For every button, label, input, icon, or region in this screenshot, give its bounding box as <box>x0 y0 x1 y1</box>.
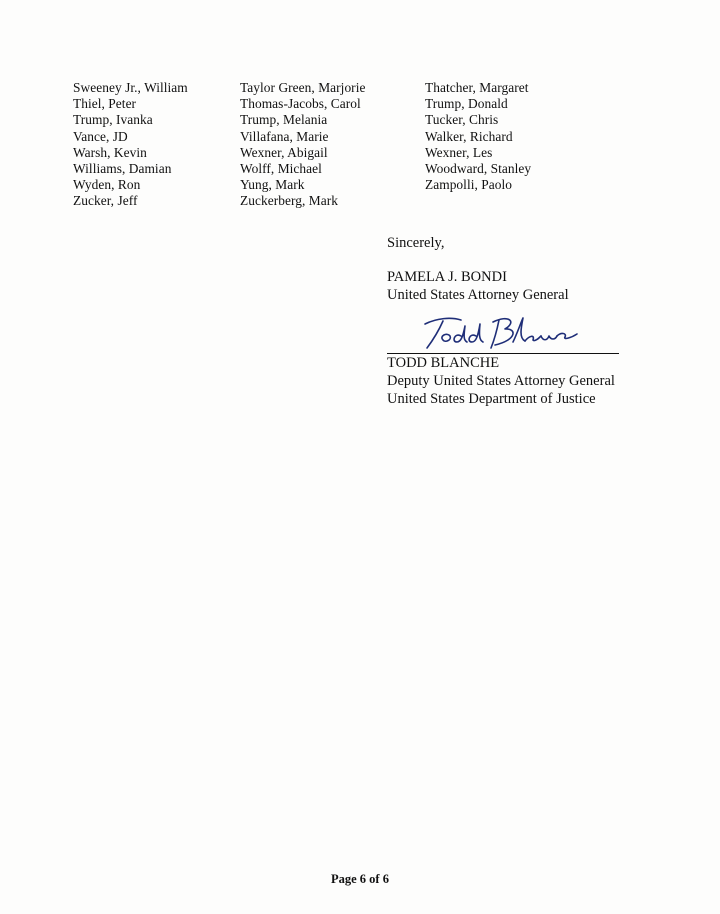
name-entry: Wexner, Les <box>425 144 493 160</box>
name-entry: Trump, Ivanka <box>73 112 153 128</box>
signer-1-name: PAMELA J. BONDI <box>387 269 507 285</box>
name-entry: Sweeney Jr., William <box>73 80 188 95</box>
name-entry: Woodward, Stanley <box>425 161 532 177</box>
signer-1-title: United States Attorney General <box>387 287 569 303</box>
name-entry: Thatcher, Margaret <box>425 80 529 95</box>
name-entry: Trump, Donald <box>425 96 508 112</box>
name-entry: Warsh, Kevin <box>73 144 147 160</box>
handwritten-signature <box>413 312 583 352</box>
closing-salutation: Sincerely, <box>387 235 445 251</box>
name-entry: Taylor Green, Marjorie <box>240 80 366 95</box>
signature-block <box>387 234 687 408</box>
name-entry: Vance, JD <box>73 128 128 144</box>
signature-area <box>387 312 619 354</box>
name-entry: Wyden, Ron <box>73 177 141 193</box>
name-entry: Trump, Melania <box>240 112 328 128</box>
name-entry: Tucker, Chris <box>425 112 499 128</box>
name-entry: Wolff, Michael <box>240 161 322 177</box>
signature-line <box>387 353 619 354</box>
name-entry: Thomas-Jacobs, Carol <box>240 96 361 112</box>
signer-2-name: TODD BLANCHE <box>387 355 500 371</box>
names-column-2 <box>240 80 365 210</box>
names-column-3 <box>425 80 531 193</box>
name-entry: Zucker, Jeff <box>73 193 138 209</box>
name-entry: Thiel, Peter <box>73 96 137 112</box>
name-entry: Zuckerberg, Mark <box>240 193 338 209</box>
page-number: Page 6 of 6 <box>331 872 389 886</box>
names-column-1 <box>73 80 188 210</box>
name-entry: Yung, Mark <box>240 177 305 193</box>
name-entry: Zampolli, Paolo <box>425 177 513 193</box>
name-entry: Williams, Damian <box>73 161 172 177</box>
name-entry: Wexner, Abigail <box>240 144 328 160</box>
name-entry: Walker, Richard <box>425 128 513 144</box>
name-entry: Villafana, Marie <box>240 128 329 144</box>
signer-2-title: Deputy United States Attorney General <box>387 373 615 389</box>
signer-2-organization: United States Department of Justice <box>387 391 596 407</box>
